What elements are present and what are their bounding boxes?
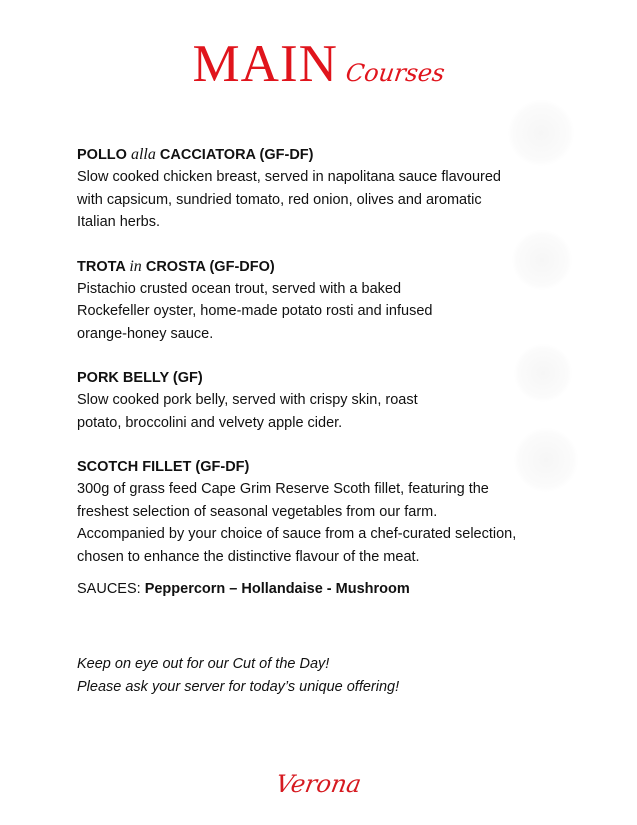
- title-courses: Courses: [343, 59, 447, 87]
- dish-description: 300g of grass feed Cape Grim Reserve Scoth fillet, featuring the freshest selection of seasonal vegetables from our farm. Accompanied by your choice of sauce from a chef-curated selection, chosen to enhance the distinctive flavour of the meat.: [77, 481, 517, 565]
- sauces-options: Peppercorn – Hollandaise - Mushroom: [144, 581, 410, 597]
- cut-of-the-day-note: Keep on eye out for our Cut of the Day! Please ask your server for today’s unique offering!: [77, 656, 400, 695]
- dish-description: Slow cooked chicken breast, served in napolitana sauce flavoured with capsicum, sundried tomato, red onion, olives and aromatic Italian herbs.: [77, 169, 501, 230]
- dish-name: SCOTCH FILLET (GF-DF): [77, 459, 250, 475]
- dish-description: Pistachio crusted ocean trout, served with a baked Rockefeller oyster, home-made potato rosti and infused orange-honey sauce.: [77, 280, 433, 342]
- dish-name: TROTA in CROSTA (GF-DFO): [77, 257, 275, 275]
- dish-pollo-cacciatora: [77, 144, 567, 234]
- dish-name: POLLO alla CACCIATORA (GF-DF): [77, 146, 314, 163]
- title-main: MAIN: [192, 35, 338, 93]
- sauces-label: SAUCES:: [77, 581, 145, 597]
- page-title: [0, 34, 637, 94]
- dish-name: PORK BELLY (GF): [77, 370, 203, 386]
- dish-trota-crosta: [77, 256, 567, 346]
- dish-description: Slow cooked pork belly, served with crispy skin, roast potato, broccolini and velvety apple cider.: [77, 392, 418, 431]
- dish-scotch-fillet: [77, 456, 567, 568]
- dish-pork-belly: [77, 367, 567, 434]
- sauces-line: [77, 578, 567, 600]
- brand-signature: Verona: [273, 770, 364, 798]
- menu-content: [77, 144, 567, 600]
